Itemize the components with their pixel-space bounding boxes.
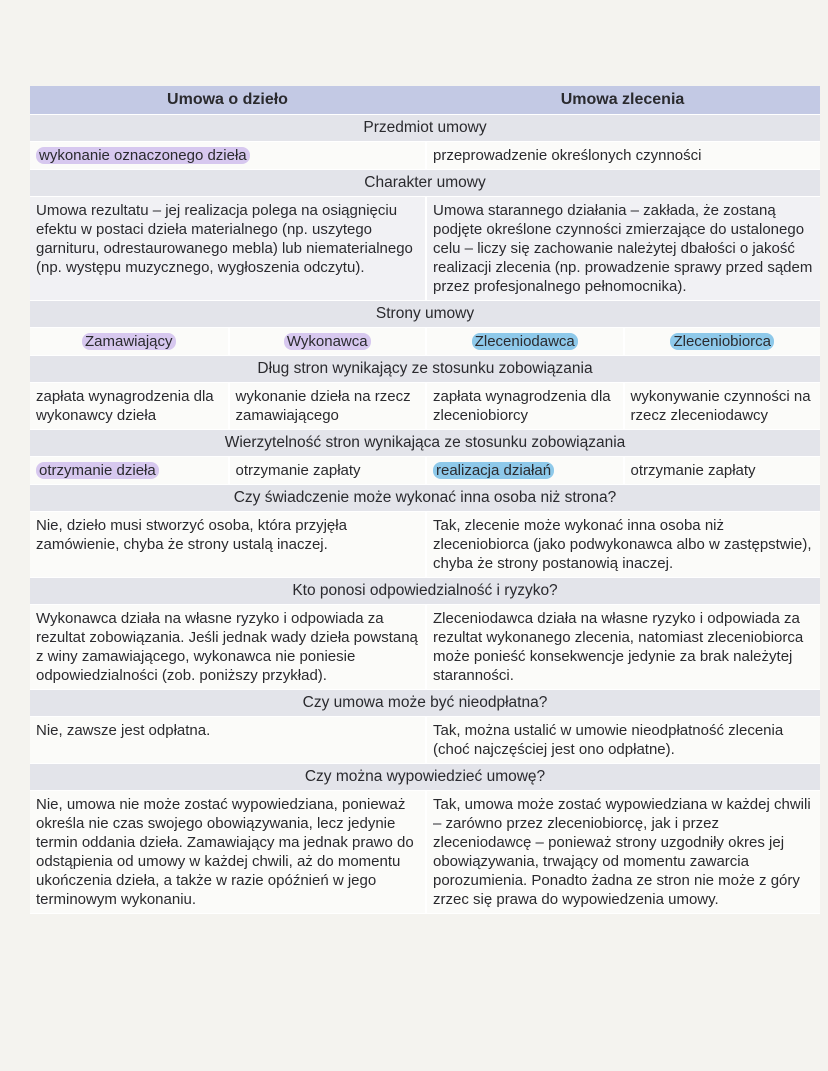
section-free: Czy umowa może być nieodpłatna? [30, 690, 820, 717]
claim-4: otrzymanie zapłaty [623, 457, 821, 484]
substitute-left: Nie, dzieło musi stworzyć osoba, która przyjęła zamówienie, chyba że strony ustalą inaczej. [36, 517, 347, 553]
section-debt: Dług stron wynikający ze stosunku zobowiązania [30, 356, 820, 383]
debt-2: wykonanie dzieła na rzecz zamawiającego [228, 383, 426, 429]
section-subject: Przedmiot umowy [30, 115, 820, 142]
section-parties: Strony umowy [30, 301, 820, 328]
table-header [30, 86, 820, 115]
substitute-right: Tak, zlecenie może wykonać inna osoba niż zleceniobiorca (jako podwykonawca albo w zastępstwie), chyba że strony postanowią inaczej. [425, 512, 820, 577]
parties-row [30, 328, 820, 356]
free-row [30, 717, 820, 764]
comparison-table [30, 86, 820, 914]
section-liability: Kto ponosi odpowiedzialność i ryzyko? [30, 578, 820, 605]
claim-3: realizacja działań [425, 457, 623, 484]
termination-right: Tak, umowa może zostać wypowiedziana w każdej chwili – zarówno przez zleceniobiorcę, jak i przez zleceniodawcę – ponieważ strony uzgodniły okres jej obowiązywania, trwający od momentu zawarcia porozumienia. Ponadto żadna ze stron nie może z góry zrzec się prawa do wypowiedzenia umowy. [425, 791, 820, 913]
debt-4: wykonywanie czynności na rzecz zleceniodawcy [623, 383, 821, 429]
section-substitute: Czy świadczenie może wykonać inna osoba niż strona? [30, 485, 820, 512]
substitute-row [30, 512, 820, 578]
party-wykonawca: Wykonawca [228, 328, 426, 355]
subject-left: wykonanie oznaczonego dzieła [30, 142, 425, 169]
liability-right: Zleceniodawca działa na własne ryzyko i odpowiada za rezultat wykonanego zlecenia, natomiast zleceniobiorca może ponieść konsekwencje jedynie za brak należytej staranności. [425, 605, 820, 689]
section-claim: Wierzytelność stron wynikająca ze stosunku zobowiązania [30, 430, 820, 457]
free-right: Tak, można ustalić w umowie nieodpłatność zlecenia (choć najczęściej jest ono odpłatne). [425, 717, 820, 763]
claim-row [30, 457, 820, 485]
party-zleceniobiorca: Zleceniobiorca [623, 328, 821, 355]
header-right: Umowa zlecenia [560, 91, 685, 108]
termination-left: Nie, umowa nie może zostać wypowiedziana, ponieważ określa nie czas swojego obowiązywania, lecz jedynie termin oddania dzieła. Zamawiający ma jednak prawo do odstąpienia od umowy w każdej chwili, aż do momentu ukończenia dzieła, a także w razie opóźnień w jego terminowym wykonaniu. [36, 796, 414, 908]
debt-1: zapłata wynagrodzenia dla wykonawcy dzieła [36, 388, 214, 424]
liability-left: Wykonawca działa na własne ryzyko i odpowiada za rezultat zobowiązania. Jeśli jednak wady dzieła powstaną z winy zamawiającego, wykonawca nie poniesie odpowiedzialności (zob. poniższy przykład). [36, 610, 418, 684]
claim-2: otrzymanie zapłaty [228, 457, 426, 484]
character-left: Umowa rezultatu – jej realizacja polega na osiągnięciu efektu w postaci dzieła materialnego (np. uszytego garnituru, odrestaurowanego mebla) lub niematerialnego (np. występu muzycznego, wygłoszenia odczytu). [36, 202, 413, 276]
liability-row [30, 605, 820, 690]
character-row [30, 197, 820, 301]
free-left: Nie, zawsze jest odpłatna. [36, 722, 211, 739]
section-termination: Czy można wypowiedzieć umowę? [30, 764, 820, 791]
debt-row [30, 383, 820, 430]
subject-right: przeprowadzenie określonych czynności [425, 142, 820, 169]
header-left: Umowa o dzieło [167, 91, 288, 108]
termination-row [30, 791, 820, 914]
section-character: Charakter umowy [30, 170, 820, 197]
party-zamawiajacy: Zamawiający [30, 328, 228, 355]
debt-3: zapłata wynagrodzenia dla zleceniobiorcy [425, 383, 623, 429]
subject-row [30, 142, 820, 170]
party-zleceniodawca: Zleceniodawca [425, 328, 623, 355]
claim-1: otrzymanie dzieła [30, 457, 228, 484]
character-right: Umowa starannego działania – zakłada, że zostaną podjęte określone czynności zmierzające do ustalonego celu – liczy się zachowanie należytej dbałości o jakość realizacji zlecenia (np. prowadzenie sprawy przed sądem przez profesjonalnego pełnomocnika). [425, 197, 820, 300]
